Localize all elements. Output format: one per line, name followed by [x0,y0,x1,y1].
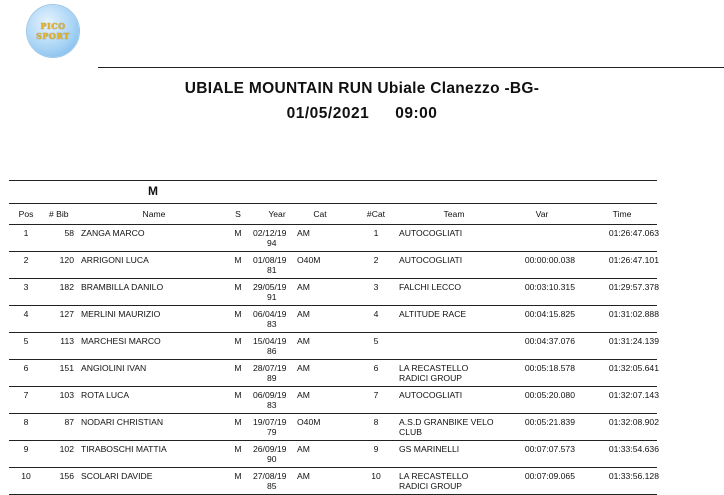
table-row [9,225,657,252]
table-row [9,441,657,468]
cell-year-yy: 85 [267,481,277,491]
cell-sex: M [234,309,242,319]
cell-year [253,390,293,410]
cell-var: 00:07:07.573 [524,444,575,454]
cell-cat: AM [297,228,310,238]
header-var: Var [535,209,549,219]
table-header [9,204,657,225]
cell-bib: 103 [59,390,74,400]
logo-text-line2: SPORT [36,31,70,41]
cell-time: 01:26:47.101 [608,255,659,265]
cell-cat: AM [297,471,310,481]
table-body [9,225,657,495]
cell-time: 01:29:57.378 [608,282,659,292]
cell-sex: M [234,336,242,346]
cell-ncat: 7 [373,390,379,400]
cell-name: SCOLARI DAVIDE [81,471,153,481]
event-date: 01/05/2021 [286,105,370,122]
table-row [9,279,657,306]
cell-year-yy: 83 [267,319,277,329]
cell-year-date: 28/07/19 [253,363,287,373]
cell-year [253,471,293,491]
cell-pos: 9 [23,444,29,454]
cell-ncat: 9 [373,444,379,454]
category-label: M [148,184,158,198]
cell-name: ZANGA MARCO [81,228,145,238]
pico-sport-logo [27,5,79,57]
header-cat: Cat [313,209,327,219]
cell-year [253,363,293,383]
cell-sex: M [234,444,242,454]
cell-cat: AM [297,444,310,454]
table-row [9,252,657,279]
cell-ncat: 8 [373,417,379,427]
cell-bib: 156 [59,471,74,481]
cell-name: ROTA LUCA [81,390,130,400]
cell-pos: 5 [23,336,29,346]
cell-year [253,336,293,356]
cell-bib: 151 [59,363,74,373]
cell-pos: 2 [23,255,29,265]
cell-name: MERLINI MAURIZIO [81,309,161,319]
event-title: UBIALE MOUNTAIN RUN Ubiale Clanezzo -BG- [184,80,540,97]
header-bib: # Bib [49,209,69,219]
cell-name: ARRIGONI LUCA [81,255,149,265]
cell-time: 01:33:56.128 [608,471,659,481]
cell-team: A.S.D GRANBIKE VELO CLUB [399,417,494,437]
cell-year-yy: 89 [267,373,277,383]
cell-cat: AM [297,282,310,292]
cell-ncat: 5 [373,336,379,346]
cell-bib: 87 [64,417,74,427]
event-time: 09:00 [395,105,438,122]
cell-name: ANGIOLINI IVAN [81,363,147,373]
cell-ncat: 4 [373,309,379,319]
cell-year [253,228,293,248]
cell-year-date: 01/08/19 [253,255,287,265]
cell-bib: 113 [60,336,74,346]
cell-time: 01:26:47.063 [608,228,659,238]
cell-name: TIRABOSCHI MATTIA [81,444,167,454]
cell-time: 01:31:02.888 [608,309,659,319]
cell-bib: 182 [59,282,74,292]
cell-team: LA RECASTELLO RADICI GROUP [399,363,469,383]
cell-time: 01:31:24.139 [608,336,659,346]
cell-team: FALCHI LECCO [399,282,462,292]
cell-ncat: 2 [373,255,379,265]
cell-pos: 8 [23,417,29,427]
cell-var: 00:04:37.076 [524,336,575,346]
cell-year-yy: 81 [267,265,277,275]
cell-name: NODARI CHRISTIAN [81,417,164,427]
cell-pos: 7 [23,390,29,400]
cell-bib: 58 [64,228,74,238]
cell-sex: M [234,363,242,373]
cell-ncat: 6 [373,363,379,373]
cell-year-yy: 91 [267,292,277,302]
cell-ncat: 3 [373,282,379,292]
table-row [9,468,657,495]
cell-team: LA RECASTELLO RADICI GROUP [399,471,469,491]
cell-cat: AM [297,363,310,373]
cell-name: MARCHESI MARCO [81,336,161,346]
cell-team: AUTOCOGLIATI [399,255,463,265]
cell-year-yy: 94 [267,238,277,248]
cell-year-date: 06/04/19 [253,309,287,319]
cell-team: AUTOCOGLIATI [399,390,463,400]
cell-var: 00:07:09.065 [524,471,575,481]
table-row [9,306,657,333]
cell-time: 01:32:08.902 [608,417,659,427]
header-team: Team [443,209,465,219]
cell-cat: AM [297,309,310,319]
cell-time: 01:32:07.143 [608,390,659,400]
cell-year [253,309,293,329]
cell-sex: M [234,471,242,481]
header-time: Time [612,209,632,219]
cell-var: 00:05:18.578 [524,363,575,373]
logo-text-line1: PICO [40,21,66,31]
cell-year-date: 26/09/19 [253,444,287,454]
cell-time: 01:32:05.641 [608,363,659,373]
cell-year-yy: 90 [267,454,277,464]
cell-team: ALTITUDE RACE [399,309,467,319]
table-row [9,333,657,360]
cell-year [253,417,293,437]
cell-year-yy: 79 [267,427,277,437]
cell-cat: O40M [297,255,321,265]
cell-bib: 127 [59,309,74,319]
cell-var: 00:05:20.080 [524,390,575,400]
cell-bib: 120 [59,255,74,265]
cell-year [253,444,293,464]
cell-var: 00:03:10.315 [524,282,575,292]
cell-year-date: 19/07/19 [253,417,287,427]
cell-time: 01:33:54.636 [608,444,659,454]
event-datetime [0,105,724,123]
table-row [9,387,657,414]
cell-ncat: 10 [371,471,381,481]
table-row [9,360,657,387]
cell-sex: M [234,228,242,238]
cell-pos: 1 [23,228,29,238]
cell-sex: M [234,282,242,292]
cell-year [253,255,293,275]
cell-year-date: 02/12/19 [253,228,287,238]
table-row [9,414,657,441]
cell-var: 00:05:21.839 [524,417,575,427]
cell-cat: O40M [297,417,321,427]
cell-pos: 10 [21,471,31,481]
cell-year [253,282,293,302]
results-table [9,180,657,495]
cell-sex: M [234,255,242,265]
cell-year-date: 29/05/19 [253,282,287,292]
cell-cat: AM [297,336,310,346]
cell-team: GS MARINELLI [399,444,460,454]
header-sex: S [235,209,241,219]
cell-pos: 3 [23,282,29,292]
cell-team: AUTOCOGLIATI [399,228,463,238]
cell-year-yy: 86 [267,346,277,356]
cell-sex: M [234,417,242,427]
cell-year-date: 27/08/19 [253,471,287,481]
header-pos: Pos [18,209,34,219]
cell-year-date: 15/04/19 [253,336,287,346]
cell-sex: M [234,390,242,400]
cell-var: 00:00:00.038 [524,255,575,265]
category-band [9,180,657,204]
cell-name: BRAMBILLA DANILO [81,282,164,292]
cell-year-yy: 83 [267,400,277,410]
cell-ncat: 1 [373,228,379,238]
cell-cat: AM [297,390,310,400]
header-divider [98,67,724,68]
cell-pos: 6 [23,363,29,373]
cell-year-date: 06/09/19 [253,390,287,400]
cell-var: 00:04:15.825 [524,309,575,319]
header-name: Name [142,209,166,219]
cell-bib: 102 [59,444,74,454]
header-year: Year [268,209,286,219]
cell-pos: 4 [23,309,29,319]
header-ncat: #Cat [366,209,386,219]
